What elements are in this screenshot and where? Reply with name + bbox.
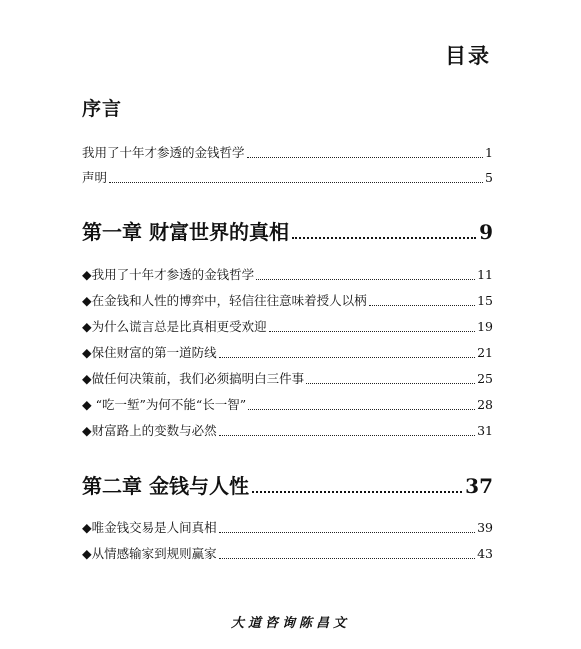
dot-leader — [256, 279, 475, 280]
toc-entry[interactable] — [82, 423, 493, 439]
toc-entry[interactable] — [82, 267, 493, 283]
toc-entry-title: ◆ “吃一堑”为何不能“长一智” — [82, 397, 247, 412]
toc-entry[interactable] — [82, 397, 493, 413]
dot-leader — [219, 435, 475, 436]
toc-entry-title: ◆保住财富的第一道防线 — [82, 345, 217, 360]
dot-leader — [306, 383, 475, 384]
toc-entry-title: ◆唯金钱交易是人间真相 — [82, 520, 217, 535]
dot-leader — [247, 157, 483, 158]
dot-leader — [369, 305, 475, 306]
dot-leader — [219, 532, 475, 533]
chapter-1-heading[interactable] — [82, 219, 493, 245]
dot-leader — [219, 357, 475, 358]
toc-entry-page: 21 — [477, 345, 493, 360]
toc-entry-title: 声明 — [82, 170, 108, 185]
toc-entry[interactable] — [82, 293, 493, 309]
chapter-title: 第二章 金钱与人性 — [82, 474, 249, 498]
preface-heading: 序言 — [82, 98, 123, 120]
toc-entry-page: 11 — [477, 267, 493, 282]
toc-entry-title: ◆从情感输家到规则赢家 — [82, 546, 217, 561]
dot-leader — [219, 558, 475, 559]
toc-entry-title: 我用了十年才参透的金钱哲学 — [82, 145, 245, 160]
toc-entry-title: ◆为什么谎言总是比真相更受欢迎 — [82, 319, 267, 334]
toc-entry-page: 1 — [485, 145, 493, 160]
toc-title: 目录 — [445, 43, 491, 68]
toc-entry-page: 39 — [477, 520, 493, 535]
chapter-page: 9 — [479, 220, 493, 244]
toc-entry-preface-1[interactable] — [82, 145, 493, 161]
toc-entry-title: ◆做任何决策前，我们必须搞明白三件事 — [82, 371, 305, 386]
toc-entry[interactable] — [82, 546, 493, 562]
footer-author: 大道咨询陈昌文 — [230, 616, 350, 631]
dot-leader — [248, 409, 475, 410]
toc-entry-title: ◆财富路上的变数与必然 — [82, 423, 217, 438]
toc-entry-page: 15 — [477, 293, 493, 308]
toc-entry-page: 25 — [477, 371, 493, 386]
chapter-title: 第一章 财富世界的真相 — [82, 220, 289, 244]
chapter-2-heading[interactable] — [82, 473, 493, 499]
toc-entry-preface-2[interactable] — [82, 170, 493, 186]
toc-entry[interactable] — [82, 371, 493, 387]
toc-entry-title: ◆我用了十年才参透的金钱哲学 — [82, 267, 255, 282]
chapter-page: 37 — [465, 474, 493, 498]
toc-entry[interactable] — [82, 319, 493, 335]
toc-entry-page: 43 — [477, 546, 493, 561]
toc-entry-title: ◆在金钱和人性的博弈中，轻信往往意味着授人以柄 — [82, 293, 367, 308]
toc-entry-page: 28 — [477, 397, 493, 412]
dot-leader — [269, 331, 475, 332]
dot-leader — [252, 491, 462, 493]
toc-entry[interactable] — [82, 345, 493, 361]
dot-leader — [109, 182, 483, 183]
toc-entry-page: 19 — [477, 319, 493, 334]
toc-entry-page: 5 — [485, 170, 493, 185]
dot-leader — [292, 237, 476, 239]
toc-entry-page: 31 — [477, 423, 493, 438]
toc-entry[interactable] — [82, 520, 493, 536]
